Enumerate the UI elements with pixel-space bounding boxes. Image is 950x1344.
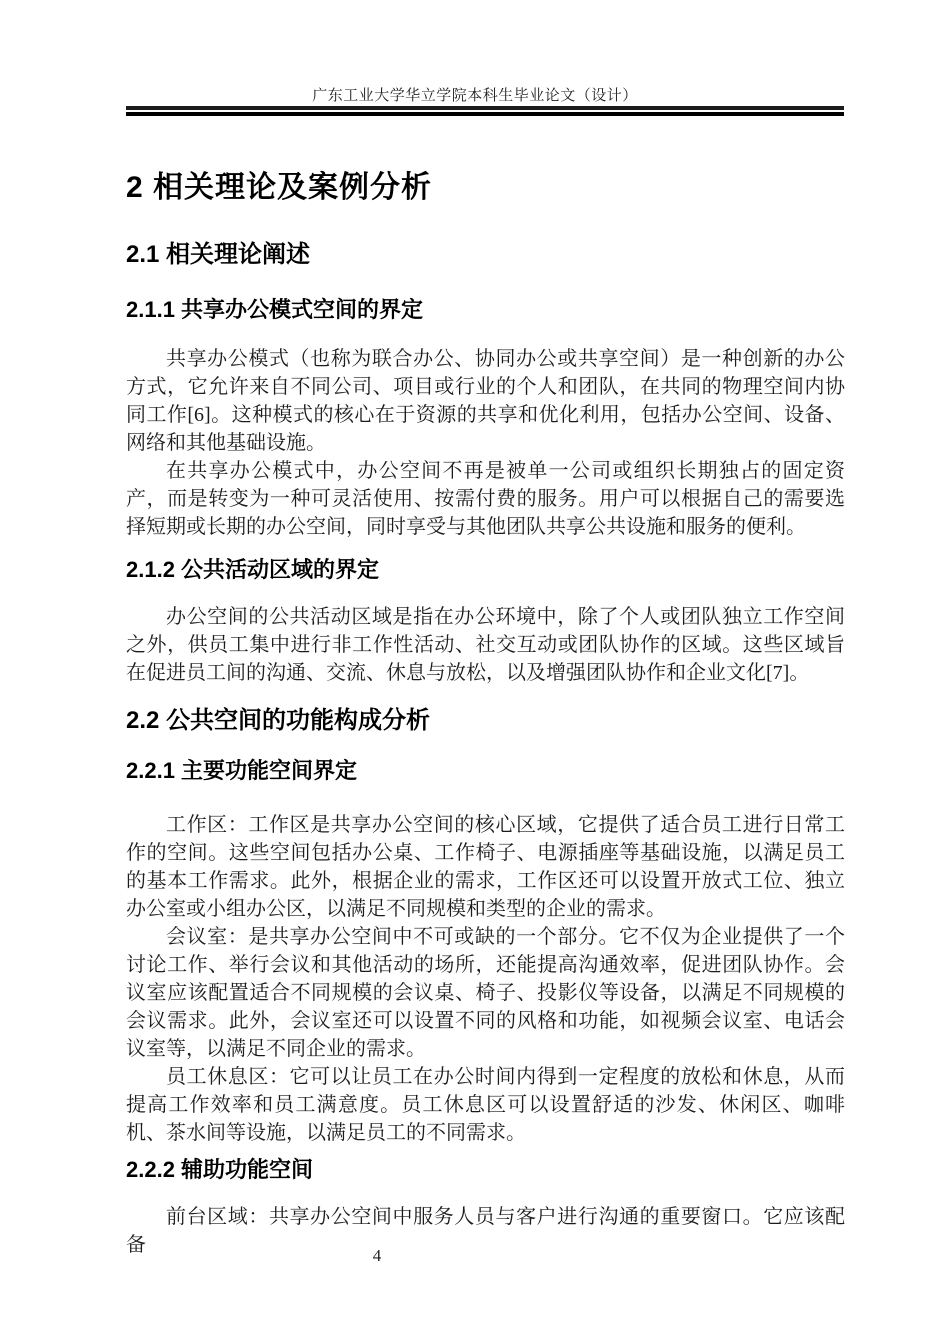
paragraph-public-area-definition: 办公空间的公共活动区域是指在办公环境中，除了个人或团队独立工作空间之外，供员工集中进行非工作性活动、社交互动或团队协作的区域。这些区域旨在促进员工间的沟通、交流、休息与放松，以及增强团队协作和企业文化[7]。 [126,606,845,684]
header-rule-top-bar [126,106,844,110]
chapter-heading: 2 相关理论及案例分析 [126,171,433,204]
paragraph-meeting-room: 会议室：是共享办公空间中不可或缺的一个部分。它不仅为企业提供了一个讨论工作、举行会议和其他活动的场所，还能提高沟通效率，促进团队协作。会议室应该配置适合不同规模的会议桌、椅子、投影仪等设备，以满足不同规模的会议需求。此外，会议室还可以设置不同的风格和功能，如视频会议室、电话会议室等，以满足不同企业的需求。 [126,926,845,1060]
section-heading-2-2: 2.2 公共空间的功能构成分析 [126,707,431,734]
page-number: 4 [372,1246,382,1265]
paragraph-work-zone: 工作区：工作区是共享办公空间的核心区域，它提供了适合员工进行日常工作的空间。这些空间包括办公桌、工作椅子、电源插座等基础设施，以满足员工的基本工作需求。此外，根据企业的需求，工作区还可以设置开放式工位、独立办公室或小组办公区，以满足不同规模和类型的企业的需求。 [126,814,845,920]
paragraph-rest-area: 员工休息区：它可以让员工在办公时间内得到一定程度的放松和休息，从而提高工作效率和员工满意度。员工休息区可以设置舒适的沙发、休闲区、咖啡机、茶水间等设施，以满足员工的不同需求。 [126,1066,845,1144]
header-double-rule [126,106,844,116]
section-heading-2-1-2: 2.1.2 公共活动区域的界定 [126,557,380,582]
paragraph-front-desk: 前台区域：共享办公空间中服务人员与客户进行沟通的重要窗口。它应该配备 [126,1206,845,1256]
paragraph-coworking-flexibility: 在共享办公模式中，办公空间不再是被单一公司或组织长期独占的固定资产，而是转变为一种可灵活使用、按需付费的服务。用户可以根据自己的需要选择短期或长期的办公空间，同时享受与其他团队共享公共设施和服务的便利。 [126,460,845,538]
section-heading-2-2-1: 2.2.1 主要功能空间界定 [126,758,358,783]
section-heading-2-1: 2.1 相关理论阐述 [126,241,311,268]
section-heading-2-2-2: 2.2.2 辅助功能空间 [126,1157,314,1182]
page-header-title: 广东工业大学华立学院本科生毕业论文（设计） [312,88,638,104]
section-heading-2-1-1: 2.1.1 共享办公模式空间的界定 [126,297,424,322]
document-body [126,117,845,1259]
paragraph-coworking-definition: 共享办公模式（也称为联合办公、协同办公或共享空间）是一种创新的办公方式，它允许来自不同公司、项目或行业的个人和团队，在共同的物理空间内协同工作[6]。这种模式的核心在于资源的共享和优化利用，包括办公空间、设备、网络和其他基础设施。 [126,348,845,454]
header-rule-bottom-bar [126,112,844,116]
